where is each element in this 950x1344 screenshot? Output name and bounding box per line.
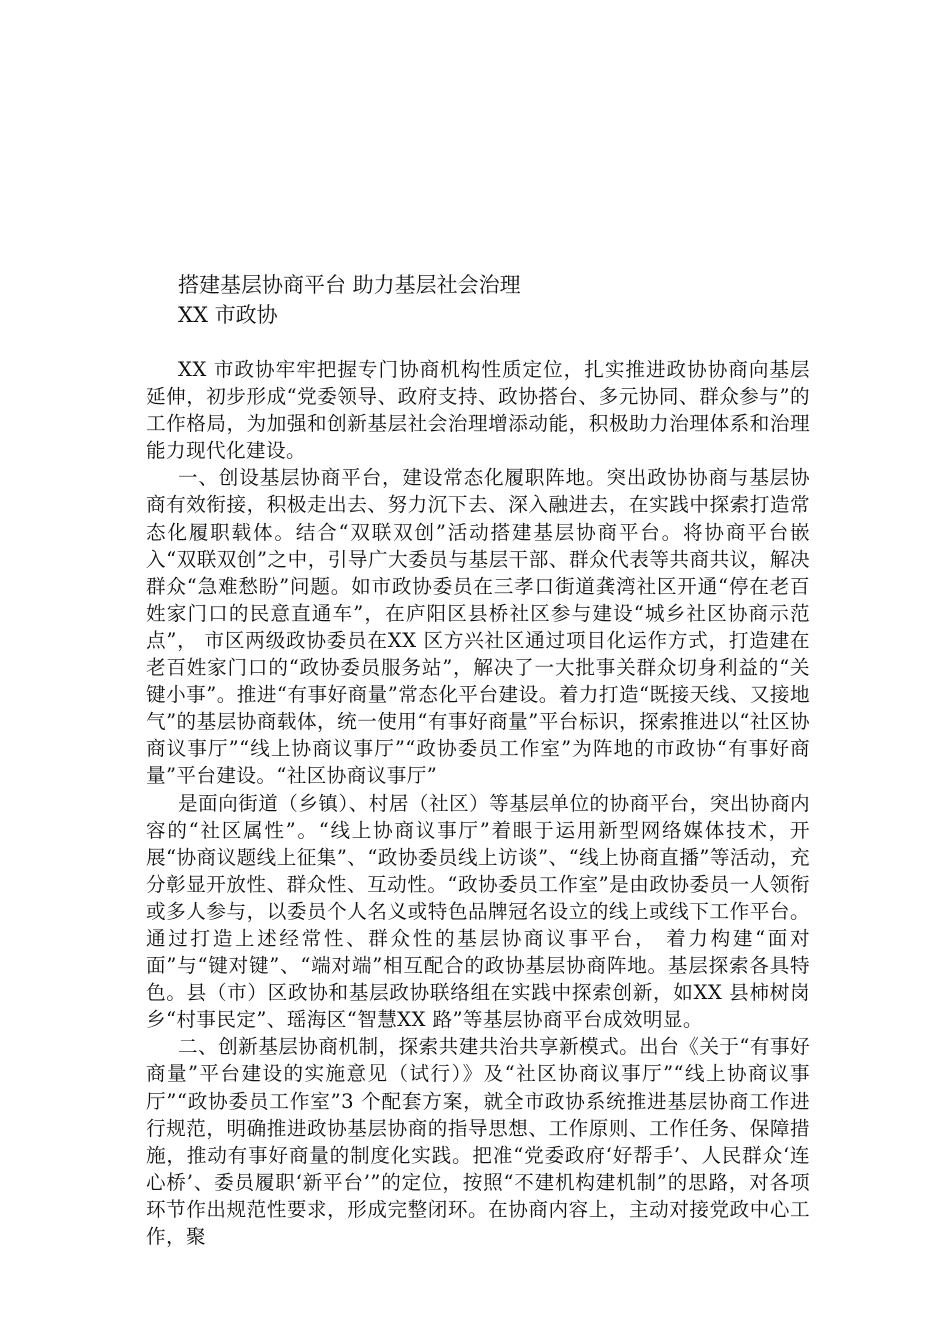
paragraph-section-2: 二、创新基层协商机制，探索共建共治共享新模式。出台《关于“有事好商量”平台建设的实施意见（试行）》及“社区协商议事厅”“线上协商议事厅”“政协委员工作室”3 个配套方案，就全市政协系统推进基层协商工作进行规范，明确推进政协基层协商的指导思想、工作原则、工作任务、保障措施，推动有事好商量的制度化实践。把准“党委政府‘好帮手’、人民群众‘连心桥’、委员履职‘新平台’”的定位，按照“不建机构建机制”的思路，对各项环节作出规范性要求，形成完整闭环。在协商内容上，主动对接党政中心工作，聚 [146,1035,810,1248]
paragraph-intro: XX 市政协牢牢把握专门协商机构性质定位，扎实推进政协协商向基层延伸，初步形成“党委领导、政府支持、政协搭台、多元协同、群众参与”的工作格局，为加强和创新基层社会治理增添动能，积极助力治理体系和治理能力现代化建设。 [146,358,810,463]
document-author: XX 市政协 [178,303,278,327]
paragraph-section-1-continued: 是面向街道（乡镇）、村居（社区）等基层单位的协商平台，突出协商内容的“社区属性”。“线上协商议事厅”着眼于运用新型网络媒体技术，开展“协商议题线上征集”、“政协委员线上访谈”、“线上协商直播”等活动，充分彰显开放性、群众性、互动性。“政协委员工作室”是由政协委员一人领衔或多人参与，以委员个人名义或特色品牌冠名设立的线上或线下工作平台。通过打造上述经常性、群众性的基层协商议事平台， 着力构建“面对面”与“键对键”、“端对端”相互配合的政协基层协商阵地。基层探索各具特色。县（市）区政协和基层政协联络组在实践中探索创新，如XX 县柿树岗乡“村事民定”、瑶海区“智慧XX 路”等基层协商平台成效明显。 [146,791,810,1032]
paragraph-section-1: 一、创设基层协商平台，建设常态化履职阵地。突出政协协商与基层协商有效衔接，积极走出去、努力沉下去、深入融进去，在实践中探索打造常态化履职载体。结合“双联双创”活动搭建基层协商平台。将协商平台嵌入“双联双创”之中，引导广大委员与基层干部、群众代表等共商共议，解决群众“急难愁盼”问题。如市政协委员在三孝口街道龚湾社区开通“停在老百姓家门口的民意直通车”，在庐阳区县桥社区参与建设“城乡社区协商示范点”， 市区两级政协委员在XX 区方兴社区通过项目化运作方式，打造建在老百姓家门口的“政协委员服务站”，解决了一大批事关群众切身利益的“关键小事”。推进“有事好商量”常态化平台建设。着力打造“既接天线、又接地气”的基层协商载体，统一使用“有事好商量”平台标识，探索推进以“社区协商议事厅”“线上协商议事厅”“政协委员工作室”为阵地的市政协“有事好商量”平台建设。“社区协商议事厅” [146,466,810,788]
document-body [146,270,810,1250]
document-title: 搭建基层协商平台 助力基层社会治理 [178,273,521,297]
